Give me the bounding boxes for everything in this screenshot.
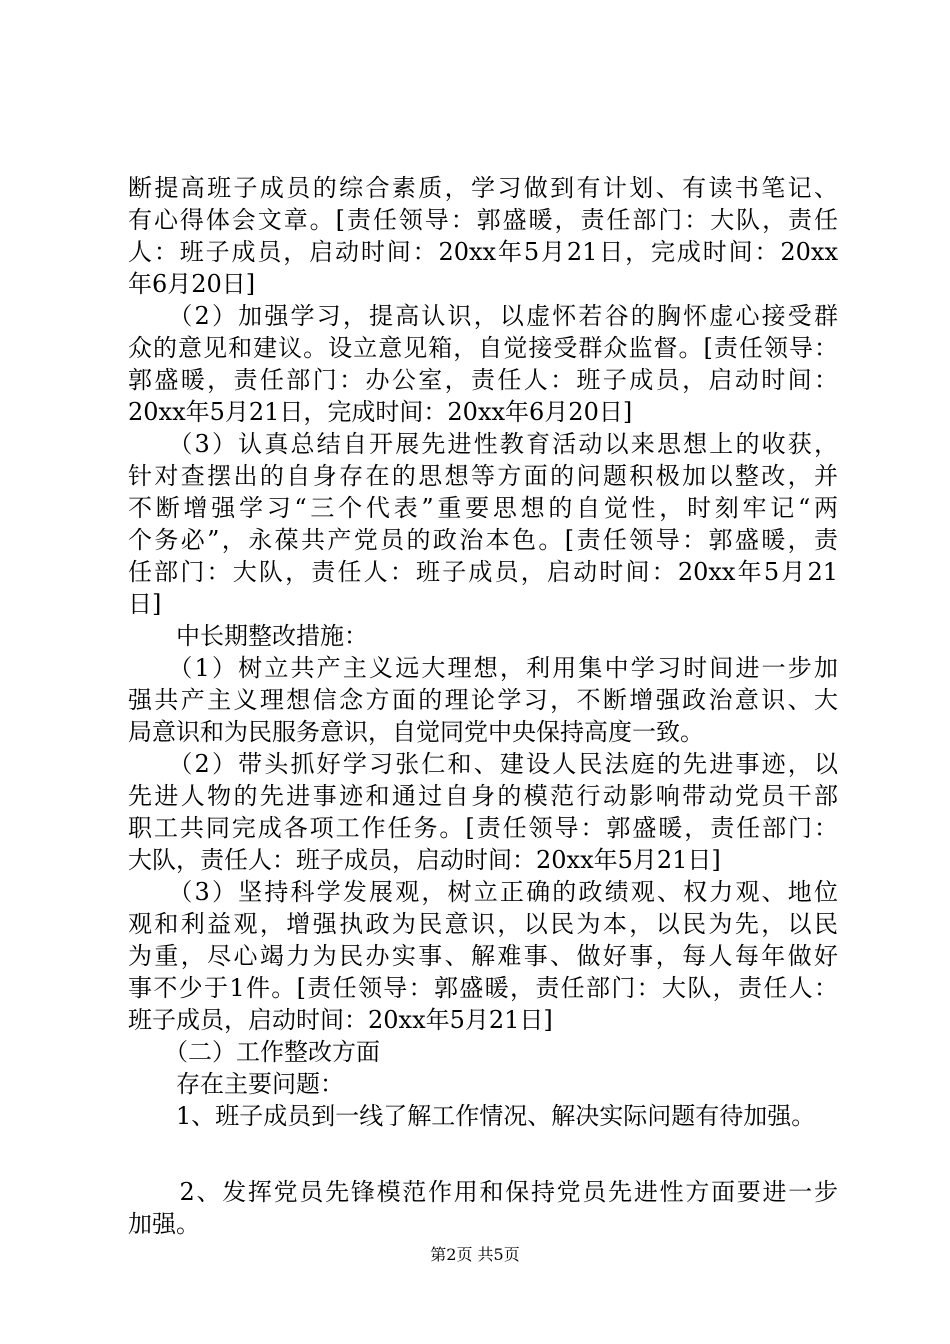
text-line: 郭盛暖，责任部门：办公室，责任人：班子成员，启动时间： [128, 366, 838, 394]
text-line: 1、班子成员到一线了解工作情况、解决实际问题有待加强。 [128, 1102, 816, 1130]
text-line: 断提高班子成员的综合素质，学习做到有计划、有读书笔记、 [128, 174, 838, 202]
text-line: 强共产主义理想信念方面的理论学习，不断增强政治意识、大 [128, 686, 838, 714]
text-line: （1）树立共产主义远大理想，利用集中学习时间进一步加 [128, 654, 838, 682]
text-line: 为重，尽心竭力为民办实事、解难事、做好事，每人每年做好 [128, 942, 838, 970]
text-line: 20xx年5月21日，完成时间：20xx年6月20日] [128, 398, 633, 426]
text-line: 有心得体会文章。[责任领导：郭盛暖，责任部门：大队，责任 [128, 206, 838, 234]
text-line: 日] [128, 590, 162, 618]
text-line: 加强。 [128, 1210, 200, 1238]
text-line: 大队，责任人：班子成员，启动时间：20xx年5月21日] [128, 846, 721, 874]
text-line: （3）认真总结自开展先进性教育活动以来思想上的收获， [128, 430, 838, 458]
text-line: 年6月20日] [128, 270, 256, 298]
text-line: （2）带头抓好学习张仁和、建设人民法庭的先进事迹，以 [128, 750, 838, 778]
document-body [128, 172, 838, 1240]
text-line: （2）加强学习，提高认识，以虚怀若谷的胸怀虚心接受群 [128, 302, 838, 330]
text-line: 针对查摆出的自身存在的思想等方面的问题积极加以整改，并 [128, 462, 838, 490]
text-line: 任部门：大队，责任人：班子成员，启动时间：20xx年5月21 [128, 558, 838, 586]
text-line: （3）坚持科学发展观，树立正确的政绩观、权力观、地位 [128, 878, 838, 906]
page-number-footer: 第2页 共5页 [430, 1245, 520, 1264]
text-line: 先进人物的先进事迹和通过自身的模范行动影响带动党员干部 [128, 782, 838, 810]
text-line: 观和利益观，增强执政为民意识，以民为本，以民为先，以民 [128, 910, 838, 938]
section-heading: （二）工作整改方面 [128, 1038, 380, 1066]
text-line: 人：班子成员，启动时间：20xx年5月21日，完成时间：20xx [128, 238, 838, 266]
text-line: 职工共同完成各项工作任务。[责任领导：郭盛暖，责任部门： [128, 814, 838, 842]
text-line: 2、发挥党员先锋模范作用和保持党员先进性方面要进一步 [128, 1178, 838, 1206]
text-line: 众的意见和建议。设立意见箱，自觉接受群众监督。[责任领导： [128, 334, 838, 362]
text-line: 局意识和为民服务意识，自觉同党中央保持高度一致。 [128, 718, 704, 746]
paragraph-gap [128, 1132, 838, 1176]
text-line: 班子成员，启动时间：20xx年5月21日] [128, 1006, 553, 1034]
text-line: 个务必”，永葆共产党员的政治本色。[责任领导：郭盛暖，责 [128, 526, 838, 554]
section-heading: 中长期整改措施： [128, 622, 368, 650]
text-line: 不断增强学习“三个代表”重要思想的自觉性，时刻牢记“两 [128, 494, 838, 522]
text-line: 事不少于1件。[责任领导：郭盛暖，责任部门：大队，责任人： [128, 974, 838, 1002]
section-heading: 存在主要问题： [128, 1070, 344, 1098]
